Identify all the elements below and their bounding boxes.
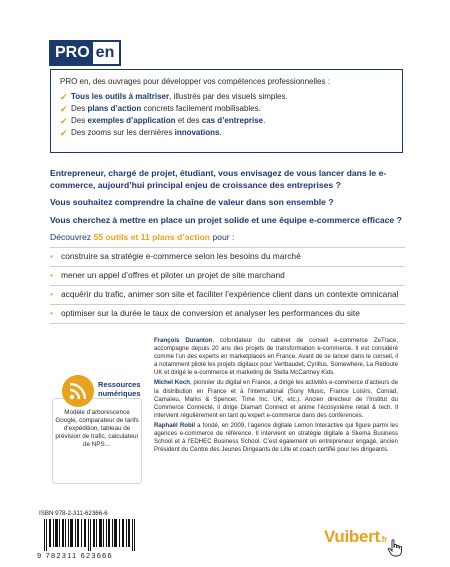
intro-item: ✔ Tous les outils à maîtriser, illustrés par des visuels simples. (60, 92, 288, 102)
question: Vous souhaitez comprendre la chaîne de valeur dans son ensemble ? (50, 197, 334, 207)
list-item: • acquérir du trafic, animer son site et faciliter l’expérience client dans un contexte omnicanal (50, 286, 405, 305)
bullet-icon: • (50, 251, 53, 261)
intro-item: ✔ Des zooms sur les dernières innovations. (60, 128, 222, 138)
bullet-icon: • (50, 308, 53, 318)
rss-icon (62, 375, 94, 407)
question: Entrepreneur, chargé de projet, étudiant, vous envisagez de vous lancer dans le e-commerce, aujourd’hui principal enjeu de croissance des entreprises ? (50, 168, 387, 190)
pitch-section (50, 168, 405, 324)
author-bios (154, 337, 398, 456)
list-item: • construire sa stratégie e-commerce selon les besoins du marché (50, 248, 405, 267)
pro-en-logo (49, 40, 121, 66)
barcode-number: 9 782311 623666 (37, 551, 113, 560)
resources-text: Modèle d’arborescence Google, comparateur de tarifs d’expédition, tableau de prévision de trafic, calculateur de NPS… (55, 409, 139, 448)
intro-list (60, 91, 393, 139)
check-icon: ✔ (60, 128, 68, 138)
logo-pro: PRO (51, 42, 93, 64)
isbn: ISBN 978-2-311-62366-6 (39, 510, 108, 517)
bullet-icon: • (50, 270, 53, 280)
intro-lead: PRO en, des ouvrages pour développer vos compétences professionnelles : (60, 77, 330, 86)
benefit-list (50, 247, 405, 324)
author-bio: François Duranton, cofondateur du cabinet de conseil e-commerce ZeTrace, accompagne depuis 20 ans des projets de transformation e-commerce. Il est considéré comme l’un des experts en marketplaces en France. Avant de se lancer dans le conseil, il a notamment piloté les projets digitaux pour Vertbaudet, Cyrillus, Somewhere, La Redoute UK et dirigé le e-commerce et marketing de Stella McCartney Kids. (154, 337, 399, 377)
intro-box (50, 69, 403, 153)
check-icon: ✔ (60, 92, 68, 102)
list-item: • mener un appel d’offres et piloter un projet de site marchand (50, 267, 405, 286)
intro-item: ✔ Des plans d’action concrets facilement mobilisables. (60, 104, 261, 114)
logo-en: en (93, 42, 120, 64)
hand-cursor-icon (387, 539, 403, 557)
author-bio: Raphaël Robil a fondé, en 2009, l’agence digitale Lemon Interactive qui figure parmi les agences e-commerce de référence. Il intervient en stratégie digitale à Skema Business School et à l’EDHEC Business School. C’est également un entrepreneur engagé, ancien Président du Centre des Jeunes Dirigeants de Lille et coach certifié pour les dirigeants. (154, 421, 398, 454)
bullet-icon: • (50, 289, 53, 299)
barcode (44, 519, 136, 551)
list-item: • optimiser sur la durée le taux de conversion et analyser les performances du site (50, 305, 405, 324)
question: Vous cherchez à mettre en place un projet solide et une équipe e-commerce efficace ? (50, 214, 402, 225)
author-bio: Michel Koch, pionnier du digital en France, a dirigé les activités e-commerce d’acteurs de la distribution en France et à l’international (Sony Music, France Loisirs, Conrad, Camaïeu, Marks & Spencer, Time Inc. UK, etc.). Ancien directeur de l’Institut du Commerce Connecté, il dirige Diamart Connect et anime l’écosystème retail & tech. Il intervient régulièrement en tant qu’expert e-commerce dans des conférences. (154, 379, 398, 419)
check-icon: ✔ (60, 104, 68, 114)
check-icon: ✔ (60, 116, 68, 126)
publisher-logo: Vuibert.fr (324, 527, 387, 546)
discover-line: Découvrez 55 outils et 11 plans d’action pour : (50, 232, 235, 242)
intro-item: ✔ Des exemples d’application et des cas d’entreprise. (60, 116, 266, 126)
resources-title: Ressources numériques (98, 380, 141, 398)
